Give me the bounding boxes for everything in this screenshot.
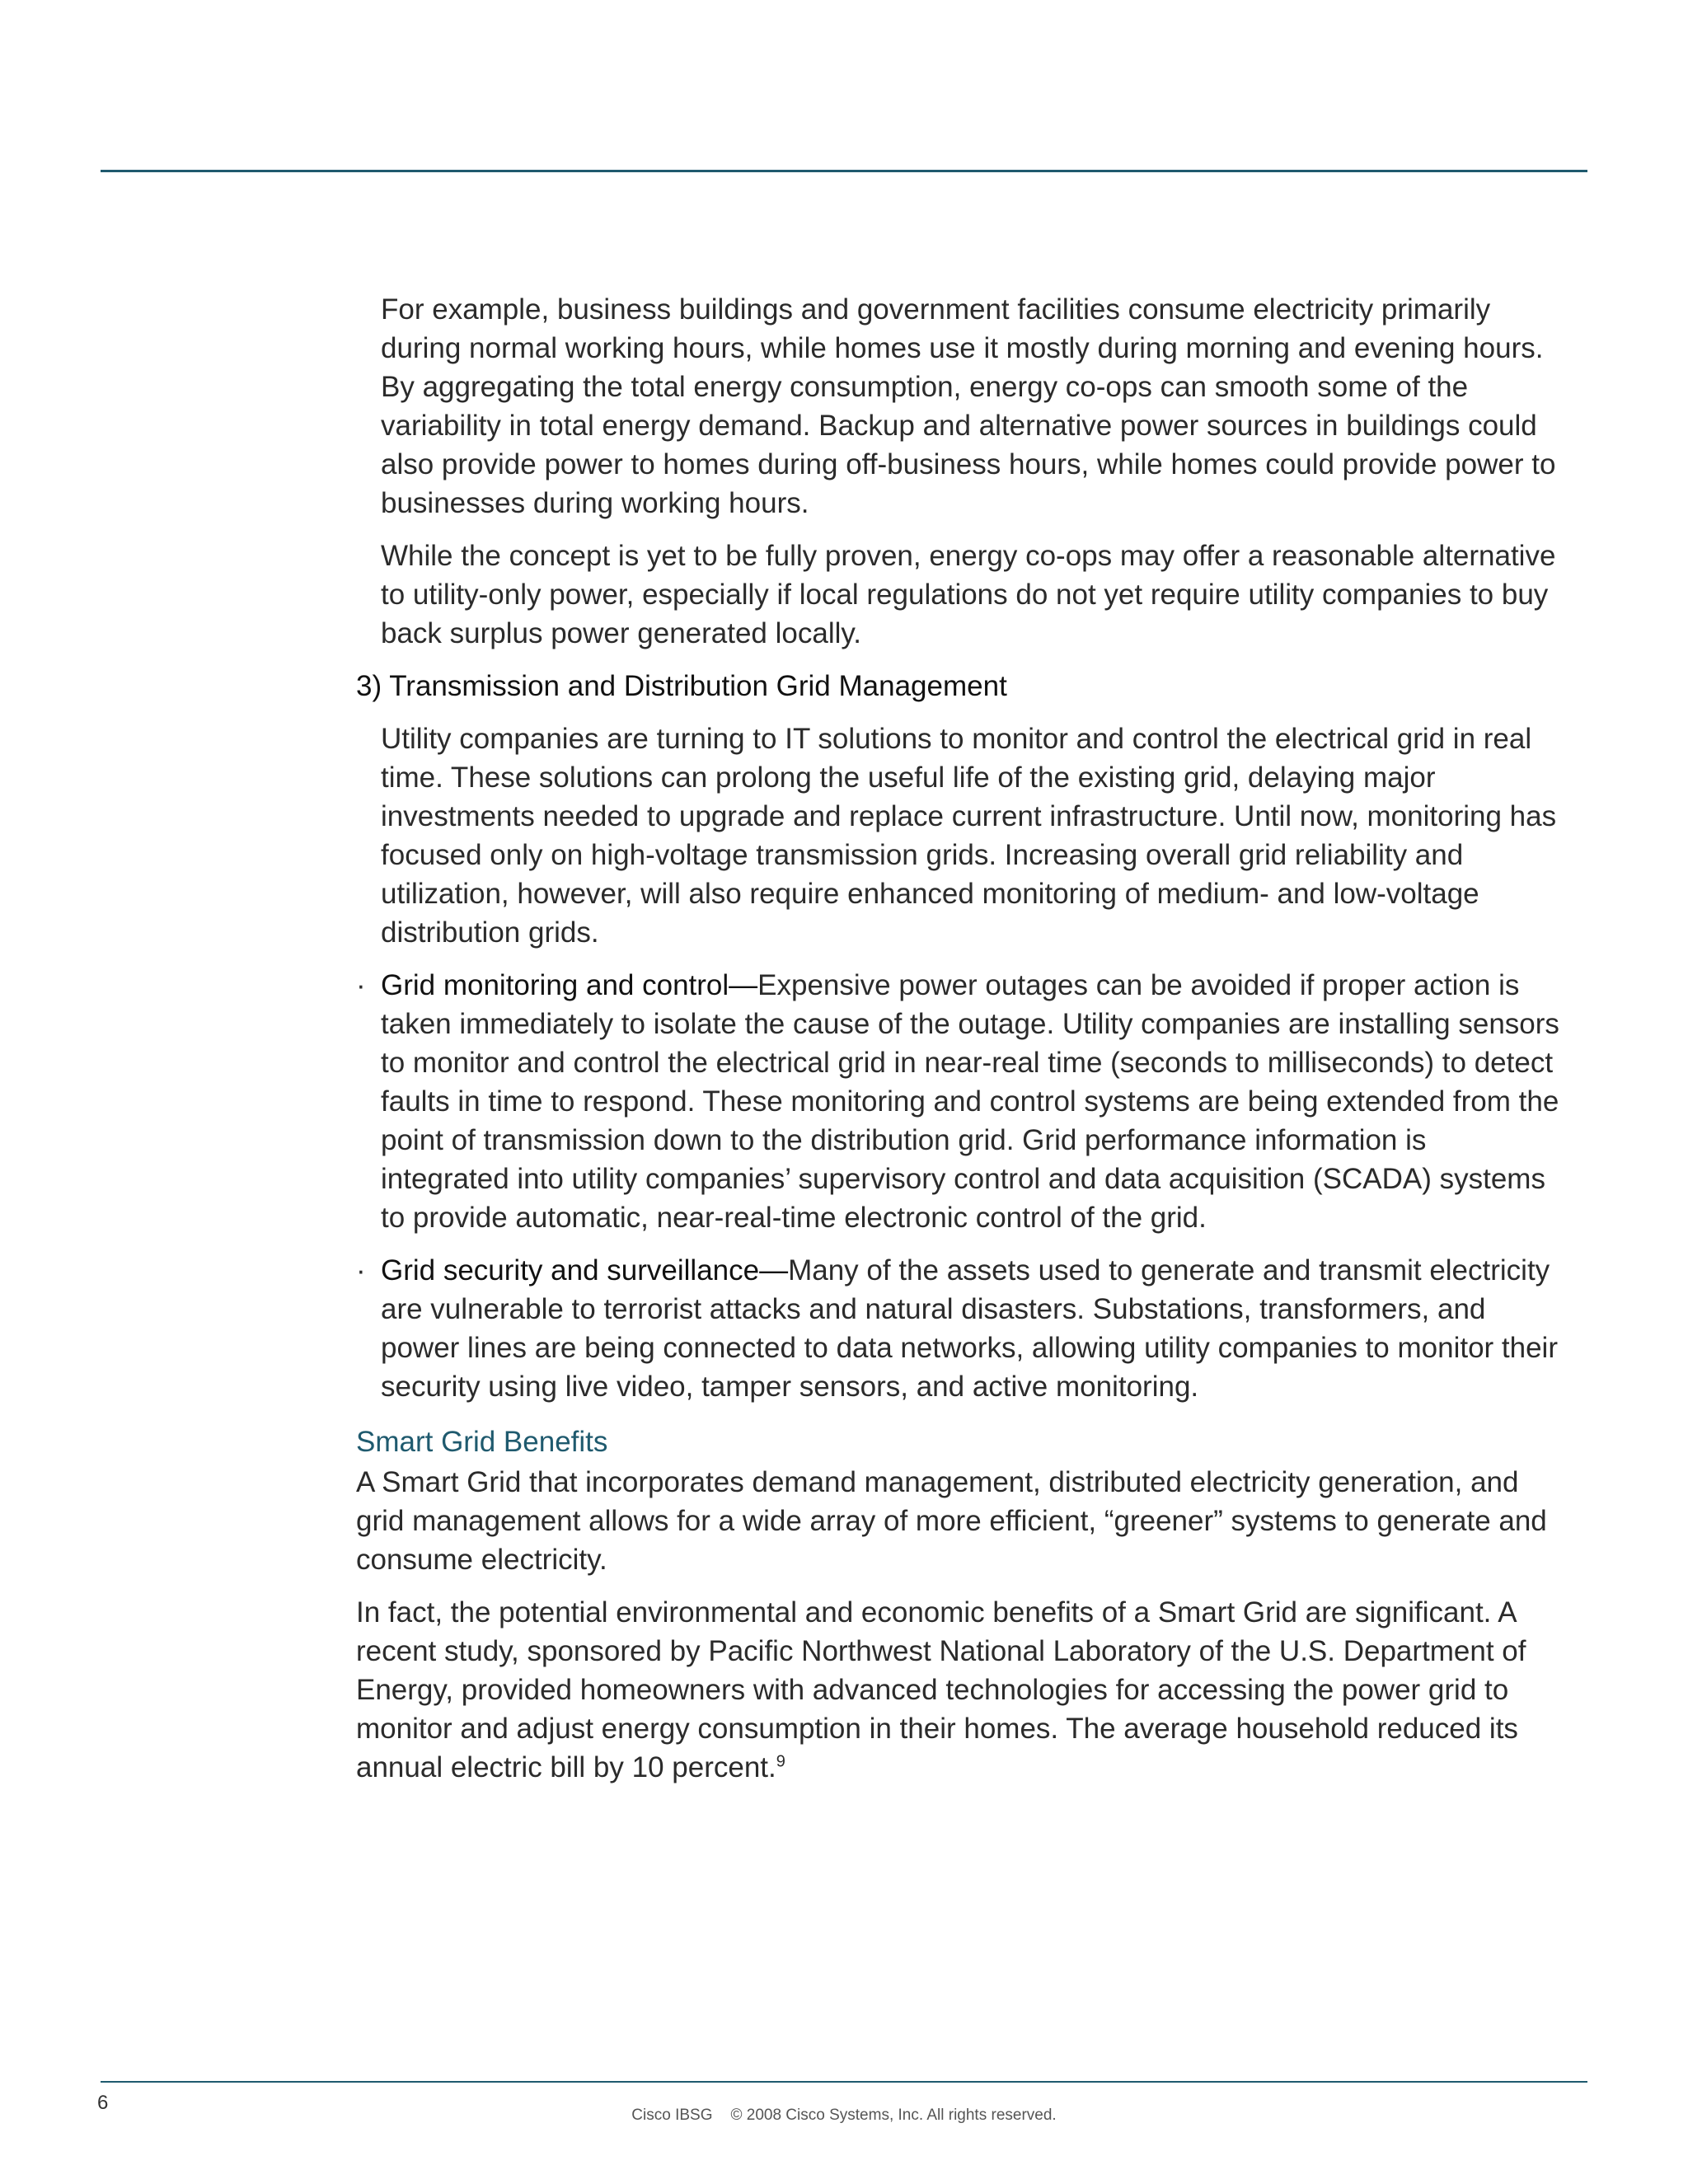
footer — [0, 2107, 1688, 2125]
page-body — [356, 290, 1559, 1801]
footer-rule — [101, 2081, 1587, 2083]
bullet-text: Many of the assets used to generate and transmit electricity are vulnerable to terrorist attacks and natural disasters. Substations, transformers, and power lines are being connected to data networks, allowing utility companies to monitor their security using live video, tamper sensors, and active monitoring. — [381, 1254, 1558, 1403]
bullet-lead: Grid monitoring and control— — [381, 969, 758, 1001]
bullet-icon: · — [356, 969, 366, 1001]
subheading: 3) Transmission and Distribution Grid Management — [356, 670, 1007, 702]
footer-copyright: © 2008 Cisco Systems, Inc. All rights reserved. — [730, 2107, 1057, 2124]
body-paragraph: For example, business buildings and government facilities consume electricity primarily during normal working hours, while homes use it mostly during morning and evening hours. By aggregating the total energy consumption, energy co-ops can smooth some of the variability in total energy demand. Backup and alternative power sources in buildings could also provide power to homes during off-business hours, while homes could provide power to businesses during working hours. — [381, 293, 1556, 519]
header-rule — [101, 170, 1587, 172]
body-paragraph: While the concept is yet to be fully proven, energy co-ops may offer a reasonable alternative to utility-only power, especially if local regulations do not yet require utility companies to buy back surplus power generated locally. — [381, 540, 1556, 649]
bullet-item — [356, 1251, 1559, 1406]
body-paragraph — [356, 1593, 1559, 1787]
page-number: 6 — [97, 2092, 109, 2114]
bullet-item — [356, 966, 1559, 1237]
bullet-icon: · — [356, 1254, 366, 1286]
paragraph-text: In fact, the potential environmental and economic benefits of a Smart Grid are significant. A recent study, sponsored by Pacific Northwest National Laboratory of the U.S. Department of Energy, provided homeowners with advanced technologies for accessing the power grid to monitor and adjust energy consumption in their homes. The average household reduced its annual electric bill by 10 percent. — [356, 1596, 1526, 1783]
footer-org: Cisco IBSG — [631, 2107, 713, 2124]
footnote-ref[interactable]: 9 — [776, 1752, 785, 1771]
bullet-lead: Grid security and surveillance— — [381, 1254, 789, 1286]
body-paragraph: Utility companies are turning to IT solutions to monitor and control the electrical grid in real time. These solutions can prolong the useful life of the existing grid, delaying major investments needed to upgrade and replace current infrastructure. Until now, monitoring has focused only on high-voltage transmission grids. Increasing overall grid reliability and utilization, however, will also require enhanced monitoring of medium- and low-voltage distribution grids. — [381, 723, 1557, 949]
section-title: Smart Grid Benefits — [356, 1426, 608, 1458]
bullet-text: Expensive power outages can be avoided if proper action is taken immediately to isolate the cause of the outage. Utility companies are installing sensors to monitor and control the electrical grid in near-real time (seconds to milliseconds) to detect faults in time to respond. These monitoring and control systems are being extended from the point of transmission down to the distribution grid. Grid performance information is integrated into utility companies’ supervisory control and data acquisition (SCADA) systems to provide automatic, near-real-time electronic control of the grid. — [381, 969, 1559, 1234]
body-paragraph: A Smart Grid that incorporates demand management, distributed electricity generation, and grid management allows for a wide array of more efficient, “greener” systems to generate and consume electricity. — [356, 1466, 1547, 1576]
